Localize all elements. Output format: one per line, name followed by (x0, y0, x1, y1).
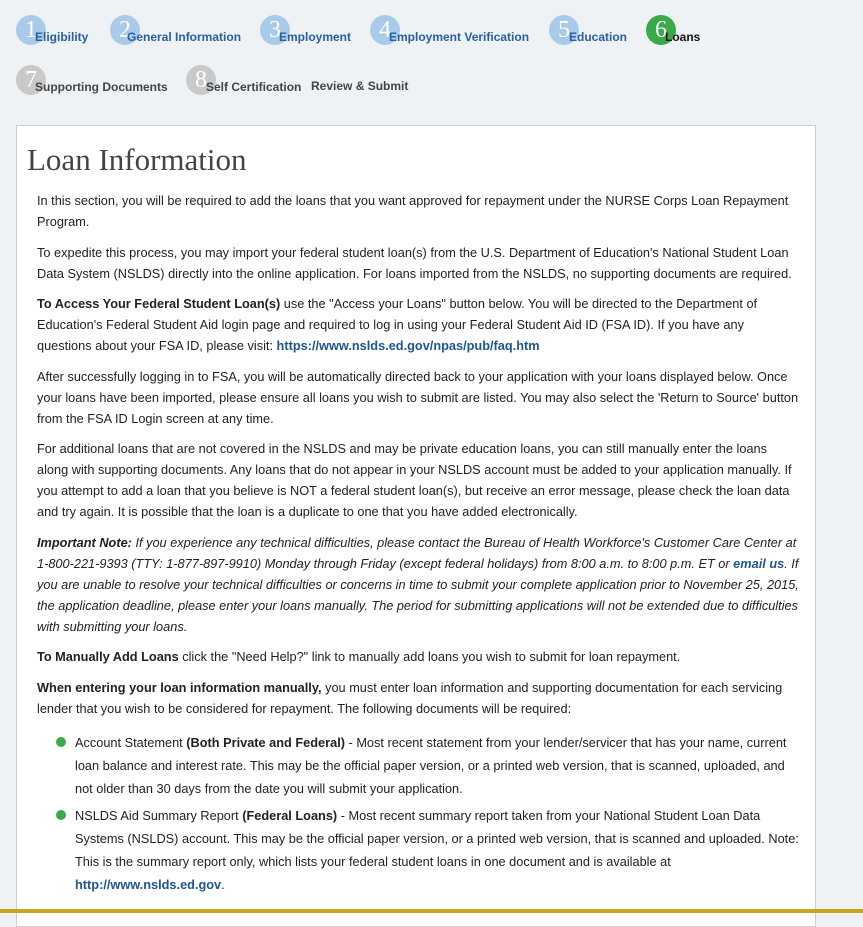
fsa-faq-link[interactable]: https://www.nslds.ed.gov/npas/pub/faq.htm (276, 338, 540, 353)
paragraph-intro: In this section, you will be required to add the loans that you want approved for repayment under the NURSE Corps Loan Repayment Program. (37, 193, 789, 229)
step-eligibility[interactable] (16, 15, 106, 45)
important-note-text: If you experience any technical difficulties, please contact the Bureau of Health Workforce's Customer Care Center at 1-800-221-9393 (TTY: 1-877-897-9910) Monday through Friday (except federal holidays) from 8:00 a.m. to 8:00 p.m. ET or (37, 534, 797, 571)
step-number-circle: 3 (260, 15, 290, 45)
bullet-icon (56, 810, 66, 820)
step-label: Education (569, 30, 628, 44)
step-number-circle: 1 (16, 15, 46, 45)
nslds-link[interactable]: http://www.nslds.ed.gov (75, 876, 222, 892)
paragraph-manual-entry (37, 677, 799, 719)
step-education[interactable] (549, 15, 634, 45)
paragraph-expedite: To expedite this process, you may import your federal student loan(s) from the U.S. Department of Education's National Student Loan Data System (NSLDS) directly into the online application. For loans imported from the NSLDS, no supporting documents are required. (37, 244, 792, 281)
step-number-circle: 4 (370, 15, 400, 45)
footer-accent-bar (0, 909, 863, 913)
step-employment-verification[interactable] (370, 15, 535, 45)
step-supporting-documents[interactable] (16, 65, 176, 95)
paragraph-after-login: After successfully logging in to FSA, you will be automatically directed back to your application with your loans displayed below. Once your loans have been imported, please ensure all loans you wish to submit are listed. You may also select the 'Return to Source' button from the FSA ID Login screen at any time. (37, 368, 799, 426)
step-number-circle: 7 (16, 65, 46, 95)
step-number-circle: 6 (646, 15, 676, 45)
document-description-end: . (221, 876, 225, 892)
step-number-circle: 8 (186, 65, 216, 95)
step-label: Loans (665, 30, 701, 44)
document-description: - Most recent statement from your lender/servicer that has your name, current loan balance and interest rate. This may be the official paper version, or a printed web version, that is scanned, uploaded, and not older than 30 days from the date you will submit your application. (75, 734, 787, 796)
document-name: NSLDS Aid Summary Report (75, 807, 243, 823)
list-item (37, 804, 799, 896)
required-documents-list (37, 731, 799, 896)
step-navigation (0, 0, 863, 110)
important-note-text-continued: . If you are unable to resolve your technical difficulties or concerns in time to submit your complete application prior to November 25, 2015, the application deadline, please enter your loans manually. The period for submitting applications will not be extended due to difficulties with submitting your loans. (37, 555, 799, 634)
access-loans-heading: To Access Your Federal Student Loan(s) (37, 296, 281, 311)
access-loans-text: use the "Access your Loans" button below. You will be directed to the Department of Education's Federal Student Aid login page and required to log in using your Federal Student Aid ID (FSA ID). If you have any questions about your FSA ID, please visit: (37, 296, 758, 353)
instructions (37, 190, 799, 900)
email-us-link[interactable]: email us (733, 555, 785, 571)
loan-information-panel (16, 125, 816, 927)
step-review-submit[interactable]: Review & Submit (311, 79, 409, 93)
step-number-circle: 2 (110, 15, 140, 45)
paragraph-access-loans (37, 293, 799, 356)
list-item (37, 731, 799, 800)
step-number-circle: 5 (549, 15, 579, 45)
step-self-certification[interactable] (186, 65, 306, 95)
manual-add-heading: To Manually Add Loans (37, 649, 179, 664)
important-note-label: Important Note: (37, 534, 132, 550)
document-scope: (Federal Loans) (242, 807, 338, 823)
document-scope: (Both Private and Federal) (186, 734, 345, 750)
step-employment[interactable] (260, 15, 355, 45)
paragraph-additional-loans: For additional loans that are not covered in the NSLDS and may be private education loans, you can still manually enter the loans along with supporting documents. Any loans that do not appear in your NSLDS account must be added to your application manually. If you attempt to add a loan that you believe is NOT a federal student loan(s), but receive an error message, please check the loan data and try again. It is possible that the loan is a duplicate to one that you have added electronically. (37, 441, 792, 519)
step-label: Employment Verification (389, 30, 530, 44)
step-label: General Information (127, 30, 242, 44)
paragraph-manual-add (37, 646, 799, 667)
paragraph-important-note (37, 532, 799, 637)
step-label: Supporting Documents (35, 80, 168, 94)
step-loans[interactable] (646, 15, 706, 45)
bullet-icon (56, 737, 66, 747)
manual-add-text: click the "Need Help?" link to manually add loans you wish to submit for loan repayment. (178, 649, 681, 664)
step-label: Employment (279, 30, 352, 44)
document-description: - Most recent summary report taken from your National Student Loan Data Systems (NSLDS) account. This may be the official paper version, or a printed web version, that is scanned and uploaded. Note: This is the summary report only, which lists your federal student loans in one document and is available at (75, 807, 799, 869)
step-general-information[interactable] (110, 15, 245, 45)
page-title: Loan Information (27, 142, 247, 177)
step-label: Self Certification (206, 80, 302, 94)
manual-entry-heading: When entering your loan information manually, (37, 679, 322, 695)
manual-entry-text: you must enter loan information and supporting documentation for each servicing lender that you wish to be considered for repayment. The following documents will be required: (37, 679, 783, 716)
step-label: Eligibility (35, 30, 89, 44)
document-name: Account Statement (75, 734, 187, 750)
